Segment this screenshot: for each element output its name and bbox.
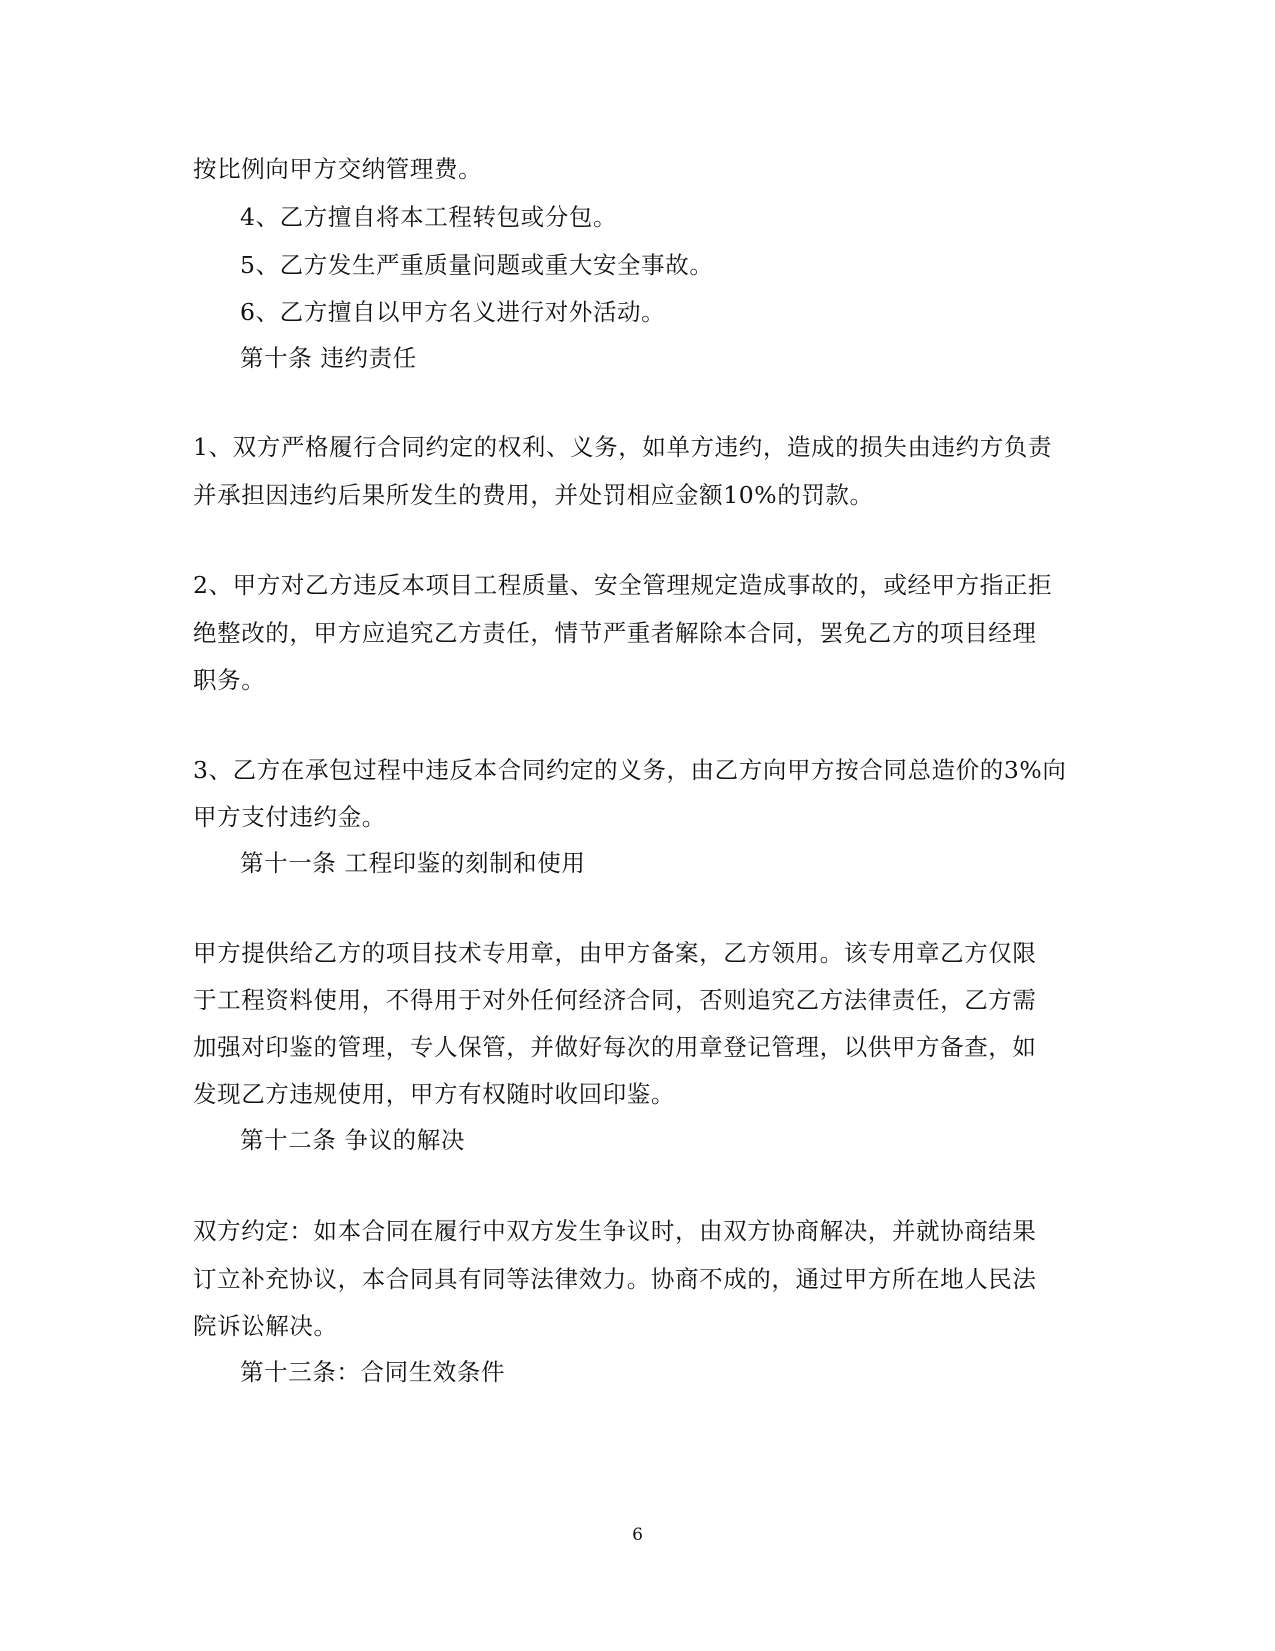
section-heading: 第十二条 争议的解决 [240,1126,465,1154]
list-item: 4、乙方擅自将本工程转包或分包。 [240,203,618,231]
section-heading: 第十一条 工程印鉴的刻制和使用 [240,849,586,877]
text-line: 甲方支付违约金。 [193,803,386,831]
section-heading: 第十条 违约责任 [240,344,417,372]
text-line: 职务。 [193,666,266,694]
text-line: 于工程资料使用，不得用于对外任何经济合同，否则追究乙方法律责任，乙方需 [193,986,1037,1014]
text-line: 2、甲方对乙方违反本项目工程质量、安全管理规定造成事故的，或经甲方指正拒 [193,571,1053,599]
text-line: 发现乙方违规使用，甲方有权随时收回印鉴。 [193,1080,675,1108]
page-number: 6 [632,1525,643,1545]
section-heading: 第十三条：合同生效条件 [240,1358,506,1386]
text-line: 按比例向甲方交纳管理费。 [193,155,483,183]
list-item: 6、乙方擅自以甲方名义进行对外活动。 [240,298,666,326]
text-line: 加强对印鉴的管理，专人保管，并做好每次的用章登记管理，以供甲方备查，如 [193,1033,1037,1061]
text-line: 并承担因违约后果所发生的费用，并处罚相应金额10%的罚款。 [193,481,874,509]
text-line: 院诉讼解决。 [193,1312,338,1340]
text-line: 双方约定：如本合同在履行中双方发生争议时，由双方协商解决，并就协商结果 [193,1217,1037,1245]
text-line: 订立补充协议，本合同具有同等法律效力。协商不成的，通过甲方所在地人民法 [193,1265,1037,1293]
text-line: 甲方提供给乙方的项目技术专用章，由甲方备案，乙方领用。该专用章乙方仅限 [193,939,1037,967]
text-line: 绝整改的，甲方应追究乙方责任，情节严重者解除本合同，罢免乙方的项目经理 [193,619,1037,647]
text-line: 1、双方严格履行合同约定的权利、义务，如单方违约，造成的损失由违约方负责 [193,433,1053,461]
text-line: 3、乙方在承包过程中违反本合同约定的义务，由乙方向甲方按合同总造价的3%向 [193,756,1067,784]
list-item: 5、乙方发生严重质量问题或重大安全事故。 [240,251,714,279]
